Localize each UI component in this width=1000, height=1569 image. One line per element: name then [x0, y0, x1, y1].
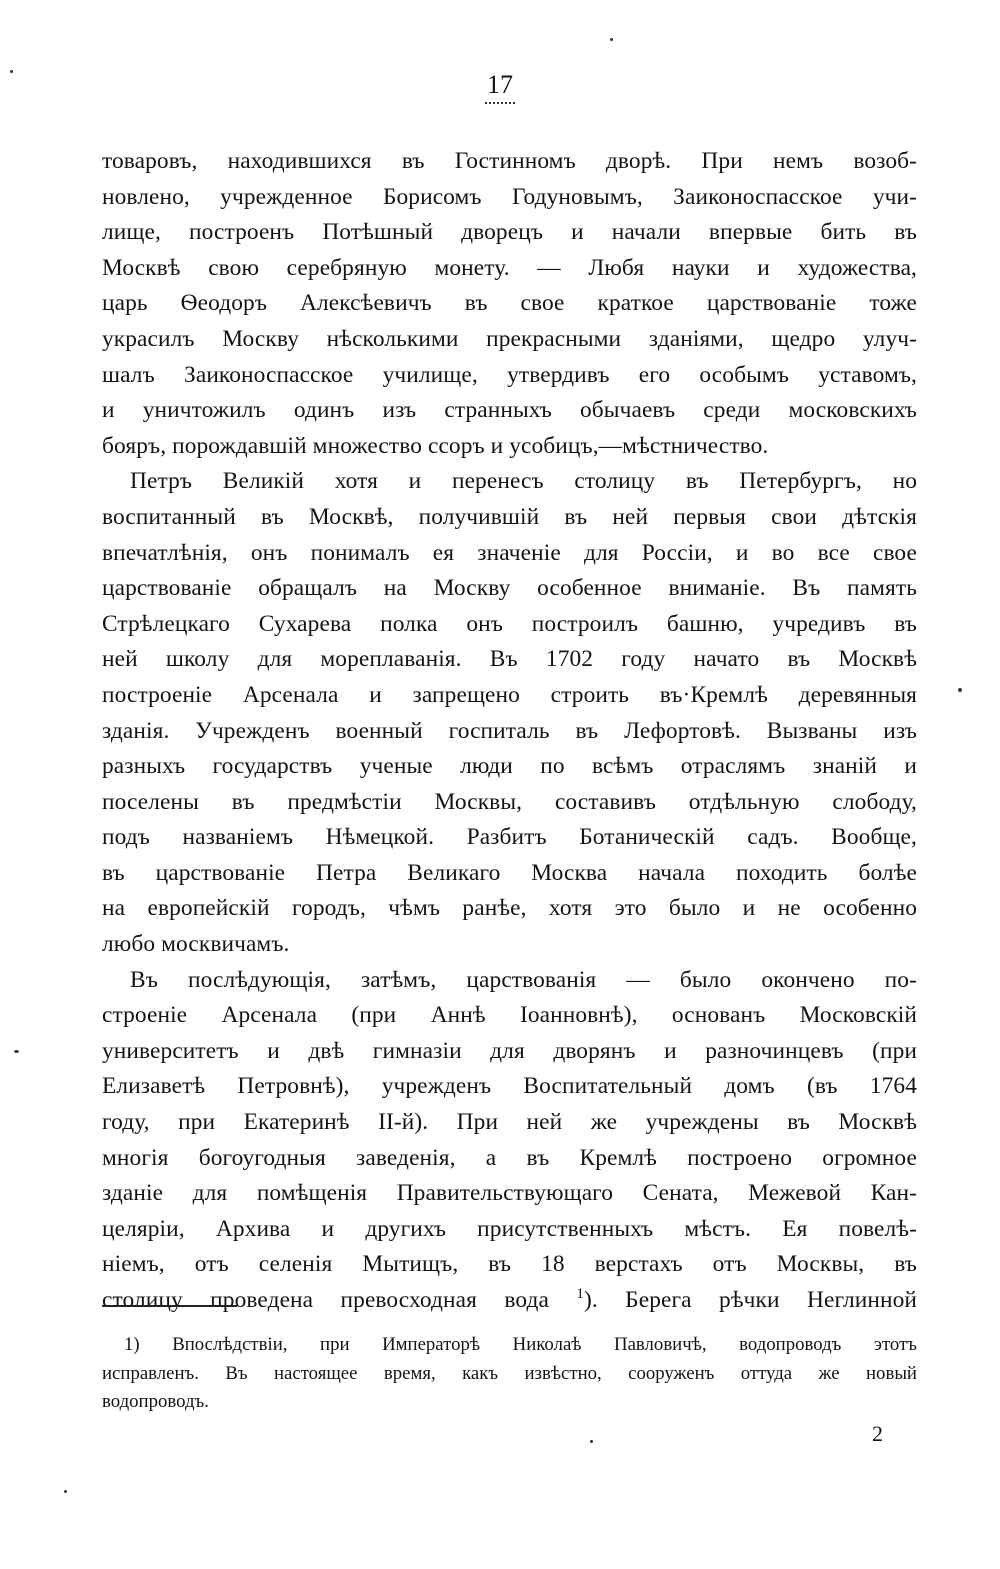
footnote-line: водопроводъ.	[102, 1391, 209, 1412]
scan-speck	[14, 1050, 19, 1053]
scan-speck	[10, 70, 13, 73]
footnote-line: исправленъ. Въ настоящее время, какъ извѣстно, сооруженъ оттуда же новый	[102, 1362, 917, 1384]
text-line: въ царствованіе Петра Великаго Москва начала походить болѣе	[102, 859, 917, 886]
text-line: зданіе для помѣщенія Правительствующаго Сената, Межевой Кан-	[102, 1180, 917, 1207]
footnote-line: 1) Впослѣдствіи, при Императорѣ Николаѣ Павловичѣ, водопроводъ этотъ	[124, 1334, 917, 1355]
text-line: шалъ Заиконоспасское училище, утвердивъ его особымъ уставомъ,	[102, 361, 917, 388]
text-line: подъ названіемъ Нѣмецкой. Разбитъ Ботаническій садъ. Вообще,	[102, 824, 917, 851]
text-segment: столицу проведена превосходная вода	[102, 1287, 549, 1313]
text-line: любо москвичамъ.	[102, 931, 290, 958]
text-line-with-footnote-ref	[102, 1283, 917, 1319]
page-number	[0, 70, 1000, 104]
footnote-separator	[102, 1305, 237, 1307]
footnote	[102, 1331, 917, 1417]
text-line: университетъ и двѣ гимназіи для дворянъ и разночинцевъ (при	[102, 1037, 917, 1064]
main-text	[102, 144, 917, 1319]
text-line: зданія. Учрежденъ военный госпиталь въ Лефортовѣ. Вызваны изъ	[102, 717, 917, 744]
page-number-text: 17	[485, 70, 515, 104]
text-line: ніемъ, отъ селенія Мытищъ, въ 18 верстахъ отъ Москвы, въ	[102, 1251, 917, 1278]
text-line: разныхъ государствъ ученые люди по всѣмъ отраслямъ знаній и	[102, 753, 917, 780]
scan-speck	[958, 688, 962, 692]
text-line: новлено, учрежденное Борисомъ Годуновымъ, Заиконоспасское учи-	[102, 183, 917, 210]
text-line: Стрѣлецкаго Сухарева полка онъ построилъ башню, учредивъ въ	[102, 610, 917, 637]
text-line: царь Ѳеодоръ Алексѣевичъ въ свое краткое царствованіе тоже	[102, 290, 917, 317]
text-line: и уничтожилъ одинъ изъ странныхъ обычаевъ среди московскихъ	[102, 397, 917, 424]
text-line: бояръ, порождавшій множество ссоръ и усобицъ,—мѣстничество.	[102, 432, 769, 459]
footnote-reference: 1	[576, 1286, 584, 1302]
text-segment: ). Берега рѣчки Неглинной	[583, 1287, 917, 1313]
text-line: Москвѣ свою серебряную монету. — Любя науки и художества,	[102, 254, 917, 281]
text-line: году, при Екатеринѣ II-й). При ней же учреждены въ Москвѣ	[102, 1109, 917, 1136]
paragraph-start-line: Въ послѣдующія, затѣмъ, царствованія — было окончено по-	[130, 966, 917, 993]
text-line: поселены въ предмѣстіи Москвы, составивъ отдѣльную слободу,	[102, 788, 917, 815]
text-line: целяріи, Архива и другихъ присутственныхъ мѣстъ. Ея повелѣ-	[102, 1215, 917, 1242]
scan-speck	[590, 1440, 593, 1443]
text-line: построеніе Арсенала и запрещено строить въ·Кремлѣ деревянныя	[102, 681, 917, 708]
text-line: впечатлѣнія, онъ понималъ ея значеніе для Россіи, и во все свое	[102, 539, 917, 566]
text-line: многія богоугодныя заведенія, а въ Кремлѣ построено огромное	[102, 1144, 917, 1171]
text-line: лище, построенъ Потѣшный дворецъ и начали впервые бить въ	[102, 219, 917, 246]
text-line: царствованіе обращалъ на Москву особенное вниманіе. Въ память	[102, 575, 917, 602]
text-line: воспитанный въ Москвѣ, получившій въ ней первыя свои дѣтскія	[102, 503, 917, 530]
text-line: товаровъ, находившихся въ Гостинномъ дворѣ. При немъ возоб-	[102, 148, 917, 174]
text-line: на европейскій городъ, чѣмъ ранѣе, хотя это было и не особенно	[102, 895, 917, 922]
text-line: Елизаветѣ Петровнѣ), учрежденъ Воспитательный домъ (въ 1764	[102, 1073, 917, 1100]
scan-speck	[64, 1490, 67, 1493]
signature-mark: 2	[872, 1421, 883, 1446]
scan-speck	[610, 38, 613, 41]
text-line: строеніе Арсенала (при Аннѣ Іоанновнѣ), основанъ Московскій	[102, 1002, 917, 1029]
text-line: украсилъ Москву нѣсколькими прекрасными зданіями, щедро улуч-	[102, 325, 917, 352]
text-line: ней школу для мореплаванія. Въ 1702 году начато въ Москвѣ	[102, 646, 917, 673]
paragraph-start-line: Петръ Великій хотя и перенесъ столицу въ Петербургъ, но	[130, 468, 917, 495]
